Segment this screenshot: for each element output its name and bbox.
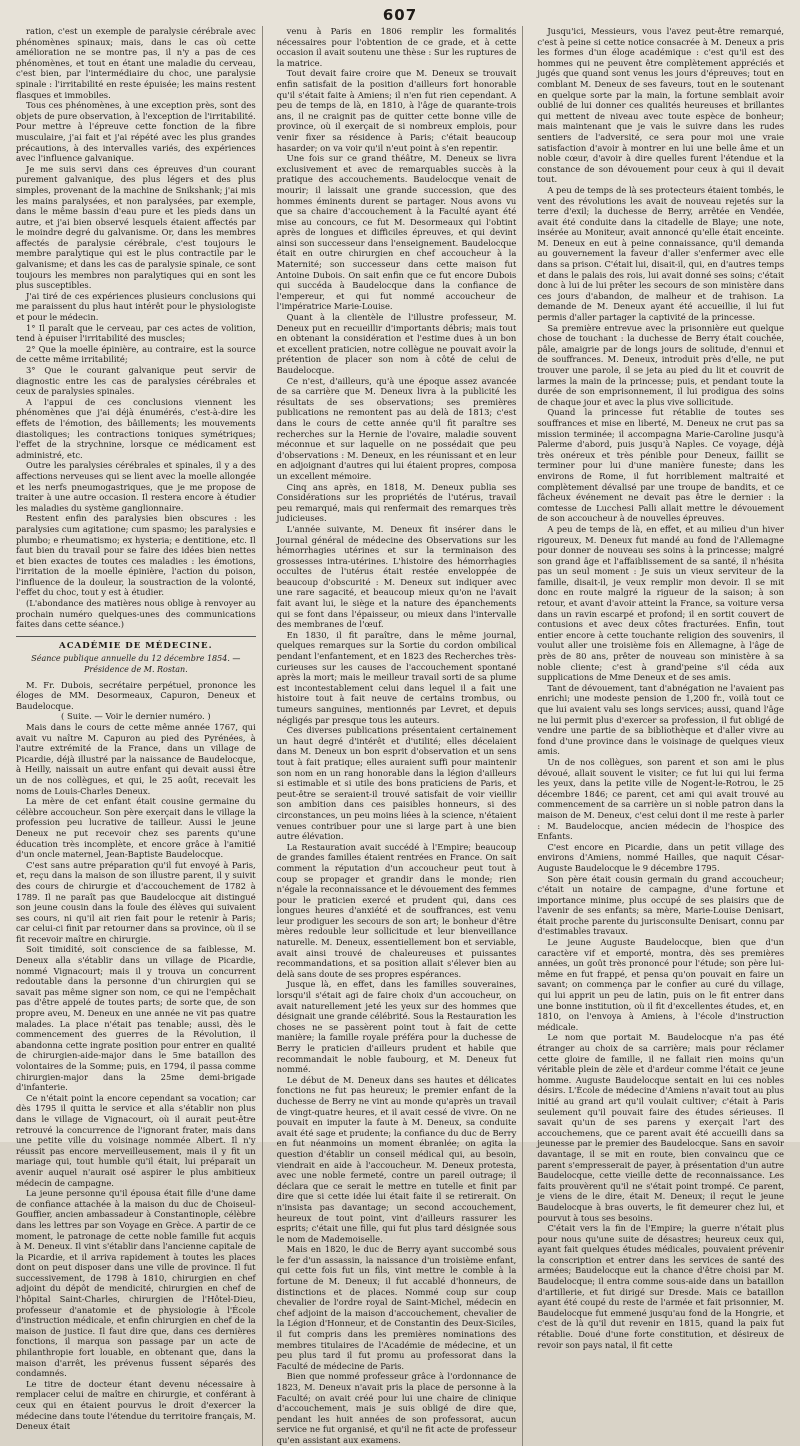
column-2 bbox=[277, 26, 524, 1446]
paragraph: Quant à la clientèle de l'illustre professeur, M. Deneux put en recueillir d'importants débris; mais tout en obtenant la considération et l'estime dues à un bon et excellent praticien, notre collègue ne pouvait avoir la prétention de placer son nom à côté de celui de Baudelocque. bbox=[276, 312, 517, 375]
paragraph: C'est sans autre préparation qu'il fut envoyé à Paris, et, reçu dans la maison de son illustre parent, il y suivit des cours de chirurgie et d'accouchement de 1782 à 1789. Il ne paraît pas que Baudelocque ait distingué son jeune cousin dans la foule des élèves qui suivaient ses cours, ni qu'il ait rien fait pour le retenir à Paris; car celui-ci finit par retourner dans sa province, où il se fit recevoir maître en chirurgie. bbox=[16, 859, 256, 944]
column-1 bbox=[16, 26, 263, 1446]
page-number: 607 bbox=[382, 6, 418, 24]
paragraph: A peu de temps de là, en effet, et au milieu d'un hiver rigoureux, M. Deneux fut mandé au fond de l'Allemagne pour donner de nouveau ses soins à la princesse; malgré son grand âge et l'affaiblissement de sa santé, il n'hésita pas un seul moment : Je suis un vieux serviteur de la famille, disait-il, je veux remplir mon devoir. Il se mit donc en route malgré la rigueur de la saison; à son retour, et avant d'avoir atteint la France, sa voiture versa dans un ravin escarpé et profond; il en sortit couvert de contusions et avec deux côtes fracturées. Enfin, tout entier encore à cette touchante religion des souvenirs, il voulut aller une troisième fois en Allemagne, à l'âge de près de 80 ans, prêter de nouveau son ministère à sa noble cliente; c'est à grand'peine s'il céda aux supplications de Mme Deneux et de ses amis. bbox=[537, 523, 784, 683]
paragraph: Une fois sur ce grand théâtre, M. Deneux se livra exclusivement et avec de remarquables succès à la pratique des accouchements. Baudelocque venait de mourir; il laissait une grande succession, que des hommes éminents durent se partager. Nous avons vu que sa chaire d'accouchement à la Faculté ayant été mise au concours, ce fut M. Desormeaux qui l'obtint après de longues et difficiles épreuves, et qui devint ainsi son successeur dans l'enseignement. Baudelocque était en outre chirurgien en chef accoucheur à la Maternité; son successeur dans cette maison fut Antoine Dubois. On sait enfin que ce fut encore Dubois qui succéda à Baudelocque dans la confiance de l'empereur, et qui fut nommé accoucheur de l'impératrice Marie-Louise. bbox=[276, 153, 517, 312]
paragraph: L'année suivante, M. Deneux fit insérer dans le Journal général de médecine des Observations sur les hémorrhagies utérines et sur la terminaison des grossesses intra-utérines. L'histoire des hémorrhagies occultes de l'utérus était restée enveloppée de beaucoup d'obscurité : M. Deneux sut indiquer avec une rare sagacité, et beaucoup mieux qu'on ne l'avait fait avant lui, le siège et la nature des épanchements qui se font dans l'épaisseur, ou mieux dans l'intervalle des membranes de l'œuf. bbox=[276, 523, 517, 630]
paragraph: A l'appui de ces conclusions viennent les phénomènes que j'ai déjà énumérés, c'est-à-dire les effets de l'émotion, des bâillements; les mouvements diastoliques; les contractions toniques symétriques; l'effet de la strychnine, lorsque ce médicament est administré, etc. bbox=[16, 396, 256, 460]
paragraph: Tant de dévouement, tant d'abnégation ne l'avaient pas enrichi; une modeste pension de 1,200 fr., voilà tout ce que lui avaient valu ses longs services; aussi, quand l'âge ne lui permit plus d'exercer sa profession, il fut obligé de vendre une partie de sa bibliothèque et d'aller vivre au fond d'une province dans le voisinage de quelques vieux amis. bbox=[537, 682, 784, 757]
paragraph: La jeune personne qu'il épousa était fille d'une dame de confiance attachée à la maison du duc de Choiseul-Gouffier, ancien ambassadeur à Constantinople, célèbre dans les lettres par son Voyage en Grèce. A partir de ce moment, le patronage de cette noble famille fut acquis à M. Deneux. Il vint s'établir dans l'ancienne capitale de la Picardie, et il arriva rapidement à toutes les places dont on peut disposer dans une ville de province. Il fut successivement, de 1798 à 1810, chirurgien en chef adjoint du dépôt de mendicité, chirurgien en chef de l'hôpital Saint-Charles, chirurgien de l'Hôtel-Dieu, professeur d'anatomie et de physiologie à l'École d'instruction médicale, et enfin chirurgien en chef de la maison de justice. Il faut dire que, dans ces dernières fonctions, il marqua son passage par un acte de philanthropie fort louable, en obtenant que, dans la maison d'arrêt, les prévenus fussent séparés des condamnés. bbox=[16, 1188, 256, 1379]
paragraph: La Restauration avait succédé à l'Empire; beaucoup de grandes familles étaient rentrées en France. On sait comment la réputation d'un accoucheur peut tout à coup se propager et grandir dans le monde; rien n'égale la reconnaissance et le dévouement des femmes pour le praticien exercé et prudent qui, dans ces longues heures d'anxiété et de souffrances, est venu leur prodiguer les secours de son art; le bonheur d'être mères redouble leur sollicitude et leur bienveillance naturelle. M. Deneux, essentiellement bon et serviable, avait ainsi trouvé de chaleureuses et puissantes recommandations, et sa position allait s'élever bien au delà sans doute de ses propres espérances. bbox=[276, 841, 517, 979]
paragraph: Bien que nommé professeur grâce à l'ordonnance de 1823, M. Deneux n'avait pris la place de personne à la Faculté; on avait créé pour lui une chaire de clinique d'accouchement, mais je suis obligé de dire que, pendant les huit années de son professorat, aucun service ne fut organisé, et qu'il ne fit acte de professeur qu'en assistant aux examens. bbox=[276, 1371, 517, 1445]
paragraph: 1° Il paraît que le cerveau, par ces actes de volition, tend à épuiser l'irritabilité des muscles; bbox=[16, 322, 256, 344]
paragraph: 2° Que la moelle épinière, au contraire, est la source de cette même irritabilité; bbox=[16, 343, 256, 365]
column-3 bbox=[537, 26, 784, 1446]
paragraph: Restent enfin des paralysies bien obscures : les paralysies cum agitatione; cum spasmo; les paralysies e plumbo; e rheumatismo; ex hysteria; e dentitione, etc. Il faut bien du travail pour se faire des idées bien nettes et bien exactes de toutes ces maladies : les émotions, l'irritation de la moelle épinière, l'action du poison, l'influence de la douleur, la soustraction de la volonté, l'effet du choc, tout y est à étudier. bbox=[16, 513, 256, 598]
paragraph: Soit timidité, soit conscience de sa faiblesse, M. Deneux alla s'établir dans un village de Picardie, nommé Vignacourt; mais il y trouva un concurrent redoutable dans la personne d'un chirurgien qui se savait pas même signer son nom, ce qui ne l'empêchait pas d'être appelé de toutes parts; de sorte que, de son propre aveu, M. Deneux en une année ne vit pas quatre malades. La place n'était pas tenable; aussi, dès le commencement des guerres de la Révolution, il abandonna cette ingrate position pour entrer en qualité de chirurgien-aide-major dans le 5me bataillon des volontaires de la Somme; puis, en 1794, il passa comme chirurgien-major dans la 25me demi-brigade d'infanterie. bbox=[16, 944, 256, 1093]
paragraph: C'était vers la fin de l'Empire; la guerre n'était plus pour nous qu'une suite de désastres; heureux ceux qui, ayant fait quelques études médicales, pouvaient prévenir la conscription et entrer dans les services de santé des armées; Baudelocque eut la chance d'être choisi par M. Baudelocque; il entra comme sous-aide dans un bataillon d'artillerie, et fut dirigé sur Dresde. Mais ce bataillon ayant été coupé du reste de l'armée et fait prisonnier, M. Baudelocque fut emmené jusqu'au fond de la Hongrie, et c'est de là qu'il dut revenir en 1815, quand la paix fut rétablie. Doué d'une forte constitution, et désireux de revoir son pays natal, il fit cette bbox=[537, 1223, 784, 1350]
paragraph: Je me suis servi dans ces épreuves d'un courant purement galvanique, des plus légers et des plus simples, provenant de la machine de Snikshank; j'ai mis les mains paralysées, et non paralysées, par exemple, dans le même bassin d'eau pure et les pieds dans un autre, et j'ai bien observé lesquels étaient affectés par le moindre degré du galvanisme. Or, dans les membres affectés de paralysie cérébrale, c'est toujours le membre paralytique qui est le plus contractile par le galvanisme; et dans les cas de paralysie spinale, ce sont toujours les membres non paralytiques qui en sont les plus susceptibles. bbox=[16, 163, 256, 291]
paragraph: J'ai tiré de ces expériences plusieurs conclusions qui me paraissent du plus haut intérêt pour le physiologiste et pour le médecin. bbox=[16, 290, 256, 323]
paragraph: Mais en 1820, le duc de Berry ayant succombé sous le fer d'un assassin, la naissance d'un troisième enfant, qui cette fois fut un fils, vint mettre le comble à la fortune de M. Deneux; il fut accablé d'honneurs, de distinctions et de places. Nommé coup sur coup chevalier de l'ordre royal de Saint-Michel, médecin en chef adjoint de la maison d'accouchement, chevalier de la Légion d'Honneur, et de Constantin des Deux-Siciles, il fut compris dans les premières nominations des membres titulaires de l'Académie de médecine, et un peu plus tard il fut promu au professorat dans la Faculté de médecine de Paris. bbox=[276, 1244, 517, 1371]
section-title: ACADÉMIE DE MÉDECINE. bbox=[59, 640, 213, 651]
paragraph: 3° Que le courant galvanique peut servir de diagnostic entre les cas de paralysies cérébrales et ceux de paralysies spinales. bbox=[16, 365, 256, 397]
paragraph: A peu de temps de là ses protecteurs étaient tombés, le vent des révolutions les avait de nouveau rejetés sur la terre d'exil; la duchesse de Berry, arrêtée en Vendée, avait été conduite dans la citadelle de Blaye; une note, insérée au Moniteur, avait annoncé qu'elle était enceinte. M. Deneux en eut à peine connaissance, qu'il demanda au gouvernement la faveur d'aller s'enfermer avec elle dans sa prison. C'était lui, disait-il, qui, en d'autres temps et dans le palais des rois, lui avait donné ses soins; c'était donc à lui de lui prêter les secours de son ministère dans ces jours d'abandon, de malheur et de trahison. La demande de M. Deneux ayant été accueillie, il lui fut permis d'aller partager la captivité de la princesse. bbox=[537, 184, 784, 323]
paragraph: Ce n'est, d'ailleurs, qu'à une époque assez avancée de sa carrière que M. Deneux livra à la publicité les résultats de ses observations; ses premières publications ne remontent pas au delà de 1813; c'est dans le cours de cette année qu'il fit paraître ses recherches sur la Hernie de l'ovaire, maladie souvent méconnue et sur laquelle on ne possédait que peu d'observations : M. Deneux, en les réunissant et en leur en adjoignant d'autres qui lui étaient propres, composa un excellent mémoire. bbox=[276, 375, 517, 481]
paragraph: La mère de cet enfant était cousine germaine du célèbre accoucheur. Son père exerçait dans le village la profession peu lucrative de tailleur. Aussi le jeune Deneux ne put recevoir chez ses parents qu'une éducation très incomplète, et encore grâce à l'amitié d'un oncle maternel, Jean-Baptiste Baudelocque. bbox=[16, 796, 256, 860]
paragraph: Jusqu'ici, Messieurs, vous l'avez peut-être remarqué, c'est à peine si cette notice consacrée à M. Deneux a pris les formes d'un éloge académique : c'est qu'il est des hommes qui ne peuvent être complètement appréciés et jugés que quand sont venus les jours d'épreuves; tout en comblant M. Deneux de ses faveurs, tout en le soutenant en quelque sorte par la main, la fortune semblait avoir oublié de lui donner ces qualités heureuses et brillantes qui mettent de niveau avec toute espèce de bonheur; mais maintenant que je vais le suivre dans les rudes sentiers de l'adversité, ce sera pour moi une vraie satisfaction d'avoir à montrer en lui une belle âme et un noble cœur, d'avoir à dire quelles furent l'étendue et la constance de son dévouement pour ceux à qui il devait tout. bbox=[537, 26, 784, 185]
section-subtitle: Séance publique annuelle du 12 décembre 1854. — Présidence de M. Rostan. bbox=[31, 654, 241, 675]
section-intro: M. Fr. Dubois, secrétaire perpétuel, prononce les éloges de MM. Desormeaux, Capuron, Deneux et Baudelocque. bbox=[16, 679, 256, 711]
paragraph: Jusque là, en effet, dans les familles souveraines, lorsqu'il s'était agi de faire choix d'un accoucheur, on avait naturellement jeté les yeux sur des hommes que désignait une grande célébrité. Sous la Restauration les choses ne se passèrent point tout à fait de cette manière; la famille royale préféra pour la duchesse de Berry le praticien d'ailleurs prudent et habile que recommandait le noble faubourg, et M. Deneux fut nommé. bbox=[276, 979, 517, 1075]
paragraph: Cinq ans après, en 1818, M. Deneux publia ses Considérations sur les propriétés de l'utérus, travail peu remarqué, mais qui renfermait des remarques très judicieuses. bbox=[276, 481, 517, 524]
paragraph: ration, c'est un exemple de paralysie cérébrale avec phénomènes spinaux; mais, dans le cas où cette amélioration ne se montre pas, il n'y a pas de ces phénomènes, et tout en étant une maladie du cerveau, c'est bien, par l'intermédiaire du choc, une paralysie spinale : l'irritabilité en reste épuisée; les mains restent flasques et immobiles. bbox=[16, 26, 256, 100]
paragraph: Quand la princesse fut rétablie de toutes ses souffrances et mise en liberté, M. Deneux ne crut pas sa mission terminée; il accompagna Marie-Caroline jusqu'à Palerme d'abord, puis jusqu'à Naples. Ce voyage, déjà très onéreux et très pénible pour Deneux, faillit se terminer pour lui d'une manière funeste; dans les environs de Rome, il fut horriblement maltraité et complètement dévalisé par une troupe de bandits, et ce fâcheux événement ne devait pas être le dernier : la comtesse de Lucchesi Palli allait mettre le dévouement de son accoucheur à de nouvelles épreuves. bbox=[537, 407, 784, 524]
paragraph: Le jeune Auguste Baudelocque, bien que d'un caractère vif et emporté, montra, dès ses premières années, un goût très prononcé pour l'étude; son père lui-même en fut frappé, et pensa qu'on pouvait en faire un savant; on commença par le confier au curé du village, qui lui apprit un peu de latin, puis on le fit entrer dans une bonne institution, où il fit d'excellentes études, et, en 1810, on l'envoya à Amiens, à l'école d'instruction médicale. bbox=[537, 937, 784, 1032]
paragraph: Le début de M. Deneux dans ses hautes et délicates fonctions ne fut pas heureux; le premier enfant de la duchesse de Berry ne vint au monde qu'après un travail de vingt-quatre heures, et il avait cessé de vivre. On ne pouvait en imputer la faute à M. Deneux, sa conduite avait été sage et prudente; la confiance du duc de Berry en fut néanmoins un moment ébranlée; on agita la question d'établir un conseil médical qui, au besoin, viendrait en aide à l'accoucheur. M. Deneux protesta, avec une noble fermeté, contre un pareil outrage; il déclara que ce serait le mettre en tutelle et finit par dire que si cette idée lui était faite il se retirerait. On n'insista pas davantage; un second accouchement, heureux de tout point, vint d'ailleurs rassurer les esprits; c'était une fille, qui fut plus tard désignée sous le nom de Mademoiselle. bbox=[276, 1074, 517, 1244]
paragraph: Ce n'était point la encore cependant sa vocation; car dès 1795 il quitta le service et alla s'établir non plus dans le village de Vignacourt, où il aurait peut-être retrouvé la concurrence de l'ignorant frater, mais dans une petite ville du voisinage nommée Albert. Il n'y réussit pas encore merveilleusement, mais il y fit un mariage qui, tout humble qu'il était, lui préparait un avenir auquel n'aurait osé aspirer le plus ambitieux médecin de campagne. bbox=[16, 1092, 256, 1188]
paragraph: Le titre de docteur étant devenu nécessaire à remplacer celui de maître en chirurgie, et conférant à ceux qui en étaient pourvus le droit d'exercer la médecine dans toute l'étendue du territoire français, M. Deneux était bbox=[16, 1378, 256, 1432]
paragraph: Outre les paralysies cérébrales et spinales, il y a des affections nerveuses qui se lient avec la moelle allongée et les nerfs pneumogastriques, que je me propose de traiter à une autre occasion. Il restera encore à étudier les maladies du système ganglionnaire. bbox=[16, 460, 256, 513]
paragraph: Le nom que portait M. Baudelocque n'a pas été étranger au choix de sa carrière; mais pour réclamer cette gloire de famille, il ne fallait rien moins qu'un véritable plein de zèle et d'ardeur comme l'était ce jeune homme. Auguste Baudelocque sentait en lui ces nobles désirs. L'École de médecine d'Amiens n'avait tout au plus initié au grand art qu'il voulait cultiver; c'était à Paris seulement qu'il pouvait faire des études sérieuses. Il savait qu'un de ses parens y exerçait l'art des accouchemens, que ce parent avait été accueilli dans sa jeunesse par le premier des Baudelocque. Sans en savoir davantage, il se mit en route, bien convaincu que ce parent s'empresserait de payer, à présentation d'un autre Baudelocque, cette vieille dette de reconnaissance. Les faits prouvèrent qu'il ne s'était point trompé. Ce parent, je viens de le dire, était M. Deneux; il reçut le jeune Baudelocque à bras ouverts, le fit demeurer chez lui, et pourvut à tous ses besoins. bbox=[537, 1032, 784, 1223]
text-columns bbox=[16, 26, 784, 1445]
paragraph: Tous ces phénomènes, à une exception près, sont des objets de pure observation, à l'exception de l'irritabilité. Pour mettre à l'épreuve cette fonction de la fibre musculaire, j'ai fait et j'ai répété avec les plus grandes précautions, à des intervalles variés, des expériences avec l'influence galvanique. bbox=[16, 100, 256, 164]
paragraph: Sa première entrevue avec la prisonnière eut quelque chose de touchant : la duchesse de Berry était couchée, pâle, amaigrie par de longs jours de solitude, d'ennui et de souffrances. M. Deneux, introduit près d'elle, ne put trouver une parole, il se jeta au pied du lit et couvrit de larmes la main de la princesse; puis, et pendant toute la durée de son emprisonnement, il lui prodigua des soins de chaque jour et avec la plus vive sollicitude. bbox=[537, 322, 784, 407]
section-divider bbox=[16, 636, 256, 637]
paragraph: Un de nos collègues, son parent et son ami le plus dévoué, allait souvent le visiter; ce fut lui qui lui ferma les yeux, dans la petite ville de Nogent-le-Rotrou, le 25 décembre 1846; ce parent, cet ami qui avait trouvé au commencement de sa carrière un si noble patron dans la maison de M. Deneux, c'est celui dont il me reste à parler : M. Baudelocque, ancien médecin de l'hospice des Enfants. bbox=[537, 756, 784, 842]
paragraph: Ces diverses publications présentaient certainement un haut degré d'intérêt et d'utilité; elles décelaient dans M. Deneux un bon esprit d'observation et un sens tout à fait pratique; elles auraient suffi pour maintenir son nom en un rang honorable dans la légion d'ailleurs si estimable et si utile des bons praticiens de Paris, et peut-être se seraient-il trouvé satisfait de voir vieillir son ambition dans ces paisibles honneurs, si des circonstances, un peu moins liées à la science, n'étaient venues contribuer pour une si large part à une bien autre élévation. bbox=[276, 725, 517, 842]
paragraph: (L'abondance des matières nous oblige à renvoyer au prochain numéro quelques-unes des communications faites dans cette séance.) bbox=[16, 598, 256, 630]
paragraph: En 1830, il fit paraître, dans le même journal, quelques remarques sur la Sortie du cordon ombilical pendant l'enfantement, et en 1823 des Recherches très-curieuses sur les causes de l'accouchement spontané après la mort; mais le meilleur travail sorti de sa plume est incontestablement celui dans lequel il a fait une histoire tout à fait neuve de certains trombus, ou tumeurs sanguines, mentionnés par Levret, et depuis négligés par presque tous les auteurs. bbox=[276, 629, 517, 725]
paragraph: Tout devait faire croire que M. Deneux se trouvait enfin satisfait de la position d'ailleurs fort honorable qu'il s'était faite à Amiens; il n'en fut rien cependant. A peu de temps de là, en 1810, à l'âge de quarante-trois ans, il ne craignit pas de quitter cette bonne ville de province, où il exerçait de si nombreux emplois, pour venir fixer sa résidence à Paris; c'était beaucoup hasarder; on va voir qu'il n'eut point à s'en repentir. bbox=[276, 68, 517, 153]
paragraph: Son père était cousin germain du grand accoucheur; c'était un notaire de campagne, d'une fortune et importance minime, plus occupé de ses plaisirs que de l'avenir de ses enfants; sa mère, Marie-Louise Denisart, était proche parente du jurisconsulte Denisart, connu par d'estimables travaux. bbox=[537, 873, 784, 937]
paragraph: C'est encore en Picardie, dans un petit village des environs d'Amiens, nommé Hailles, que naquit César-Auguste Baudelocque le 9 décembre 1795. bbox=[537, 841, 784, 873]
section-note: ( Suite. — Voir le dernier numéro. ) bbox=[61, 711, 211, 722]
paragraph: venu à Paris en 1806 remplir les formalités nécessaires pour l'obtention de ce grade, et à cette occasion il avait soutenu une thèse : Sur les ruptures de la matrice. bbox=[276, 26, 517, 68]
paragraph: Mais dans le cours de cette même année 1767, qui avait vu naître M. Capuron au pied des Pyrénées, à l'autre extrémité de la France, dans un village de Picardie, déjà illustré par la naissance de Baudelocque, à Heilly, naissait un autre enfant qui devait aussi être un de nos collègues, et qui, le 25 août, recevait les noms de Louis-Charles Deneux. bbox=[16, 722, 256, 796]
